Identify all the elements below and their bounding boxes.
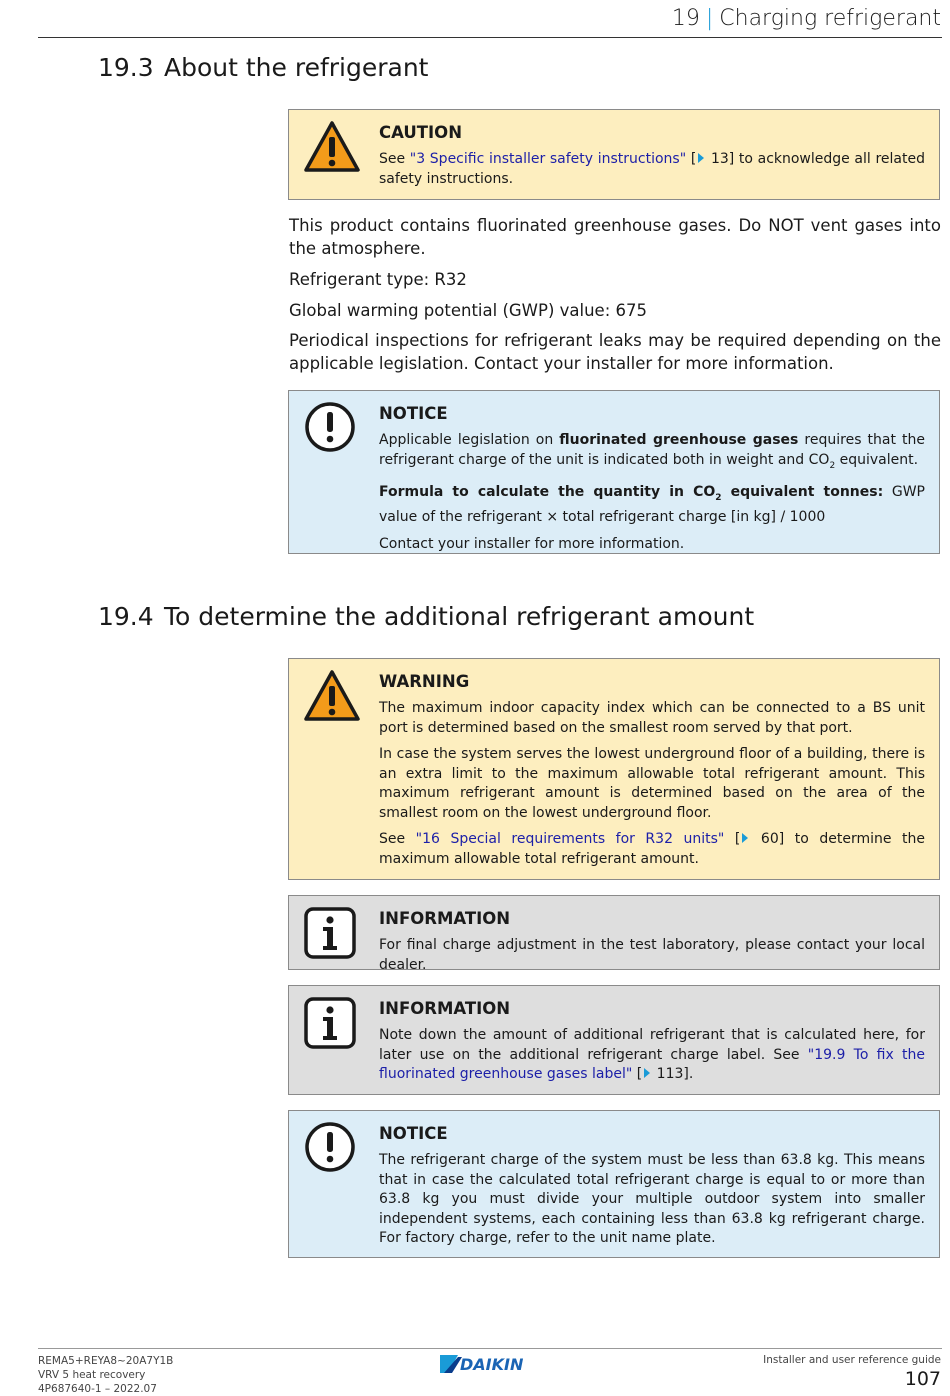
footer-document-info bbox=[38, 1354, 173, 1396]
paragraph-gwp-value: Global warming potential (GWP) value: 675 bbox=[289, 301, 647, 320]
notice-contact-text: Contact your installer for more information. bbox=[379, 535, 685, 552]
chapter-title: Charging refrigerant bbox=[719, 6, 941, 31]
page-number: 107 bbox=[904, 1368, 941, 1390]
footer-series: VRV 5 heat recovery bbox=[38, 1369, 146, 1381]
notice-box-2 bbox=[288, 1110, 940, 1258]
section-number: 19.3 bbox=[98, 53, 154, 82]
section-heading-19-4 bbox=[98, 602, 754, 631]
section-title: To determine the additional refrigerant amount bbox=[164, 602, 755, 631]
information-box-2 bbox=[288, 985, 940, 1095]
warning-box bbox=[288, 658, 940, 880]
caution-box bbox=[288, 109, 940, 200]
warning-capacity-text: The maximum indoor capacity index which can be connected to a BS unit port is determined based on the smallest room served by that port. bbox=[379, 700, 925, 736]
information-dealer-text: For final charge adjustment in the test laboratory, please contact your local dealer. bbox=[379, 937, 925, 973]
section-heading-19-3 bbox=[98, 53, 428, 82]
notice-legislation-text: Applicable legislation on fluorinated greenhouse gases requires that the refrigerant charge of the unit is indicated both in weight and $CO_2$ equivalent. bbox=[379, 432, 925, 471]
section-number: 19.4 bbox=[98, 602, 154, 631]
footer-doc-id: 4P687640-1 – 2022.07 bbox=[38, 1383, 157, 1395]
information-title: INFORMATION bbox=[379, 999, 511, 1018]
notice-title: NOTICE bbox=[379, 404, 448, 423]
chapter-header bbox=[672, 6, 941, 31]
chapter-number: 19 bbox=[671, 6, 700, 31]
page-ref-arrow-icon bbox=[698, 153, 704, 163]
warning-underground-text: In case the system serves the lowest underground floor of a building, there is an extra limit to the maximum allowable total refrigerant amount. This maximum refrigerant amount is determined based on the area of the smallest room on the lowest underground floor. bbox=[379, 746, 925, 821]
notice-formula-text: Formula to calculate the quantity in $CO_2$ equivalent tonnes: GWP value of the refrigerant × total refrigerant charge [in kg] / 1000 bbox=[379, 483, 925, 526]
r32-requirements-link[interactable]: "16 Special requirements for R32 units" bbox=[415, 831, 725, 847]
information-box-1 bbox=[288, 895, 940, 973]
footer-guide-title: Installer and user reference guide bbox=[763, 1354, 941, 1366]
information-title: INFORMATION bbox=[379, 909, 511, 928]
header-rule bbox=[38, 37, 942, 38]
warning-title: WARNING bbox=[379, 672, 470, 691]
exclamation-circle-icon bbox=[303, 1121, 361, 1175]
chapter-separator: | bbox=[705, 6, 714, 31]
paragraph-refrigerant-type: Refrigerant type: R32 bbox=[289, 270, 467, 289]
information-icon bbox=[303, 996, 361, 1050]
warning-triangle-icon bbox=[303, 120, 361, 174]
notice-charge-limit-text: The refrigerant charge of the system must be less than 63.8 kg. This means that in case the calculated total refrigerant charge is equal to or more than 63.8 kg you must divide your multiple outdoor system into smaller independent systems, each containing less than 63.8 kg refrigerant charge. For factory charge, refer to the unit name plate. bbox=[379, 1152, 925, 1246]
notice-title: NOTICE bbox=[379, 1124, 448, 1143]
page-ref-arrow-icon bbox=[644, 1068, 650, 1078]
caution-title: CAUTION bbox=[379, 123, 462, 142]
safety-instructions-link[interactable]: "3 Specific installer safety instructions" bbox=[409, 151, 687, 167]
caution-text: See "3 Specific installer safety instructions" [ 13] to acknowledge all related safety instructions. bbox=[379, 151, 925, 187]
warning-triangle-icon bbox=[303, 669, 361, 723]
paragraph-inspections: Periodical inspections for refrigerant leaks may be required depending on the applicable legislation. Contact your installer for more information. bbox=[289, 331, 941, 373]
fluorinated-label-link[interactable]: "19.9 To fix the fluorinated greenhouse gases label" bbox=[379, 1046, 926, 1082]
paragraph-fluorinated-gases: This product contains fluorinated greenhouse gases. Do NOT vent gases into the atmosphere. bbox=[289, 216, 941, 258]
footer-model: REMA5+REYA8~20A7Y1B bbox=[38, 1355, 174, 1367]
information-label-text: Note down the amount of additional refrigerant that is calculated here, for later use on the additional refrigerant charge label. See "19.9 To fix the fluorinated greenhouse gases label" [ 113]. bbox=[379, 1027, 926, 1082]
warning-see-text: See "16 Special requirements for R32 units" [ 60] to determine the maximum allowable total refrigerant amount. bbox=[379, 831, 925, 867]
footer-rule bbox=[38, 1348, 942, 1349]
svg-text:DAIKIN: DAIKIN bbox=[460, 1355, 524, 1374]
page-ref-arrow-icon bbox=[742, 833, 748, 843]
information-icon bbox=[303, 906, 361, 960]
section-title: About the refrigerant bbox=[164, 53, 429, 82]
notice-box bbox=[288, 390, 940, 554]
exclamation-circle-icon bbox=[303, 401, 361, 455]
daikin-logo bbox=[438, 1353, 542, 1375]
